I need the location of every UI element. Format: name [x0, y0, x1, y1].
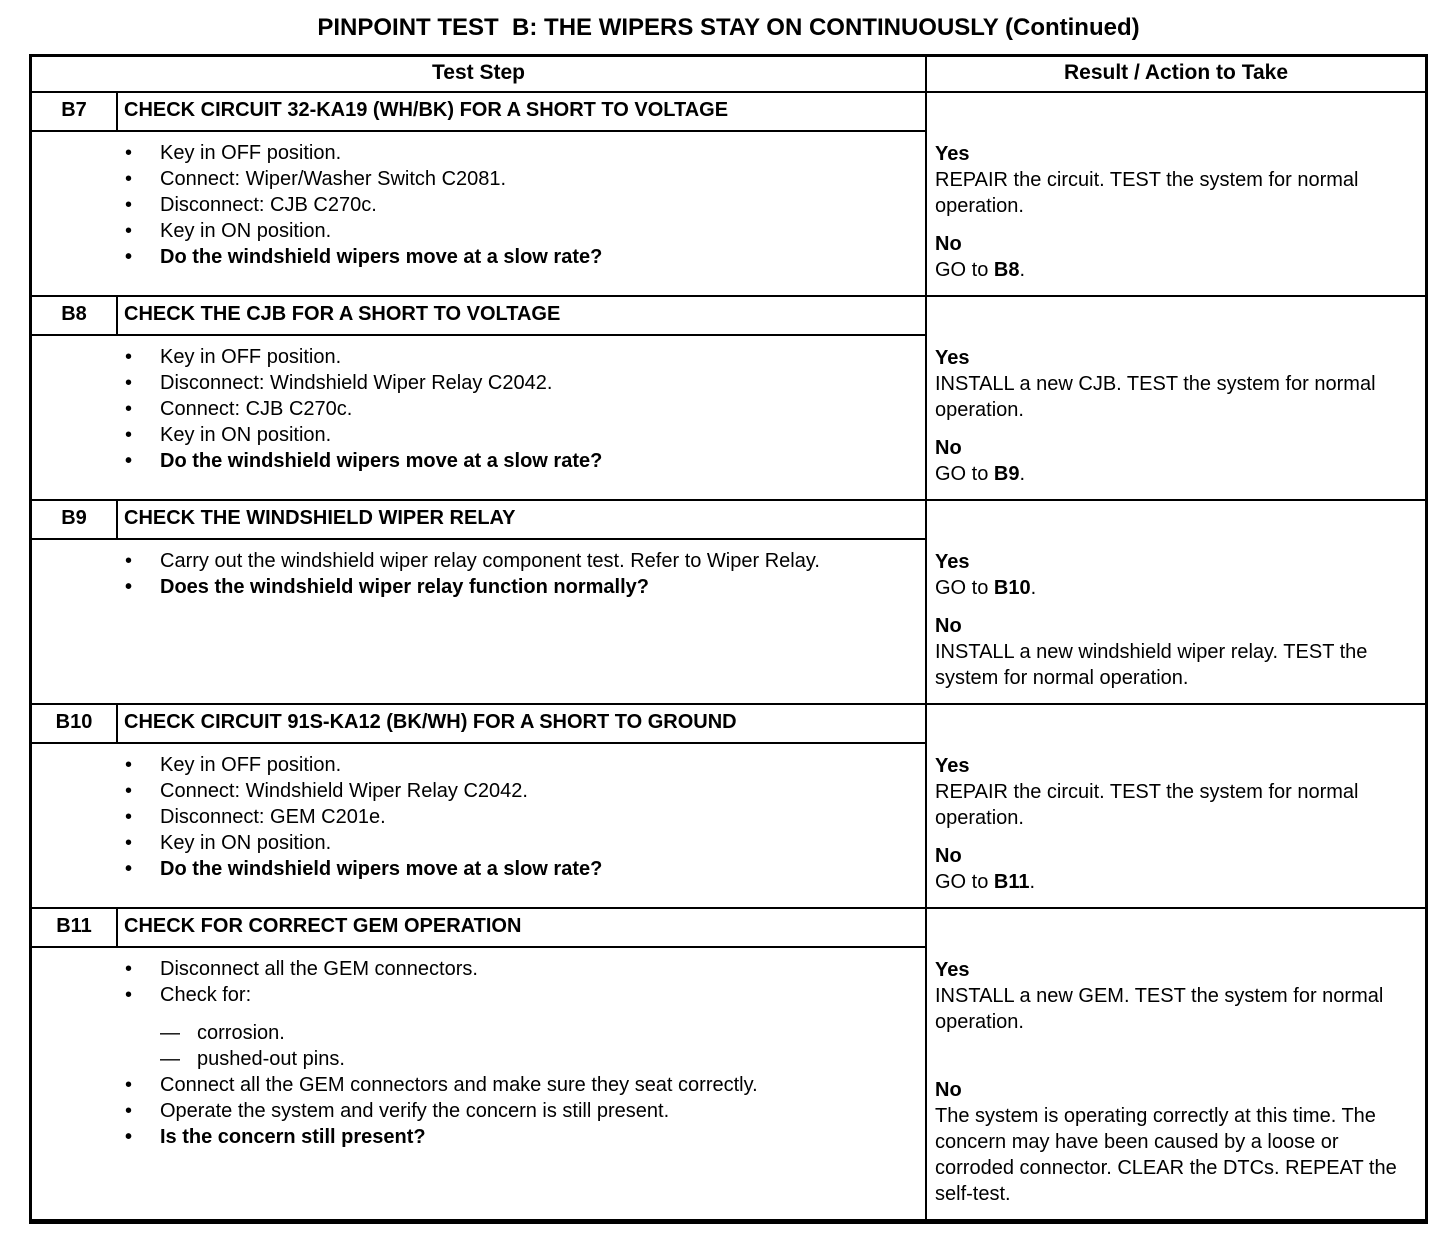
result-label: No [935, 233, 962, 255]
result-text [935, 575, 1417, 601]
test-title: CHECK FOR CORRECT GEM OPERATION [118, 909, 927, 948]
test-step-item: • Is the concern still present? [160, 1124, 913, 1150]
page-title: PINPOINT TEST B: THE WIPERS STAY ON CONTINUOUSLY (Continued) [317, 14, 1140, 41]
test-steps-cell [32, 948, 927, 1221]
result-text [935, 257, 1417, 283]
result-label: No [935, 437, 962, 459]
result-text-segment: GO to [935, 577, 994, 599]
test-steps-row [32, 540, 1425, 705]
result-cell [927, 336, 1425, 501]
test-step-item: • Does the windshield wiper relay function normally? [160, 574, 913, 600]
test-step-item: • Do the windshield wipers move at a slow rate? [160, 856, 913, 882]
result-text-segment: INSTALL a new windshield wiper relay. TEST the system for normal operation. [935, 641, 1368, 689]
test-step-item: — corrosion. [160, 1020, 913, 1046]
result-text [935, 371, 1417, 423]
test-id: B11 [32, 909, 118, 948]
test-step-item: • Key in ON position. [160, 422, 913, 448]
test-step-item: • Disconnect all the GEM connectors. [160, 956, 913, 982]
test-steps-list [32, 344, 913, 474]
test-step-item: • Do the windshield wipers move at a slow rate? [160, 244, 913, 270]
result-text [935, 639, 1417, 691]
result-text-segment: INSTALL a new GEM. TEST the system for normal operation. [935, 985, 1384, 1033]
result-text-segment: INSTALL a new CJB. TEST the system for normal operation. [935, 373, 1376, 421]
result-cell [927, 540, 1425, 705]
result-text-segment: GO to [935, 871, 994, 893]
test-steps-list [32, 752, 913, 882]
test-steps-cell [32, 744, 927, 909]
test-title: CHECK THE WINDSHIELD WIPER RELAY [118, 501, 927, 540]
test-title-row [32, 705, 1425, 744]
result-text-segment: GO to [935, 463, 994, 485]
test-steps-cell [32, 540, 927, 705]
test-title-row [32, 297, 1425, 336]
result-label: Yes [935, 551, 970, 573]
result-cell [927, 744, 1425, 909]
test-step-item: • Carry out the windshield wiper relay component test. Refer to Wiper Relay. [160, 548, 913, 574]
result-text-segment: . [1029, 871, 1036, 893]
result-label: Yes [935, 143, 970, 165]
test-step-item: • Connect: Wiper/Washer Switch C2081. [160, 166, 913, 192]
test-step-item: • Disconnect: Windshield Wiper Relay C2042. [160, 370, 913, 396]
test-step-item: • Disconnect: GEM C201e. [160, 804, 913, 830]
result-text [935, 779, 1417, 831]
test-steps-row [32, 132, 1425, 297]
result-text-segment: B11 [993, 871, 1030, 893]
test-step-item: • Disconnect: CJB C270c. [160, 192, 913, 218]
result-label: Yes [935, 755, 970, 777]
test-steps-row [32, 744, 1425, 909]
result-text-segment: . [1019, 259, 1026, 281]
test-step-item: • Key in ON position. [160, 218, 913, 244]
result-label: No [935, 615, 962, 637]
result-label: Yes [935, 347, 970, 369]
result-text-segment: REPAIR the circuit. TEST the system for normal operation. [935, 169, 1359, 217]
result-text-segment: . [1030, 577, 1037, 599]
result-cell [927, 132, 1425, 297]
result-text [935, 869, 1417, 895]
table-header-row [32, 57, 1425, 93]
test-step-item: • Connect all the GEM connectors and make sure they seat correctly. [160, 1072, 913, 1098]
test-id: B7 [32, 93, 118, 132]
result-spacer-cell [927, 297, 1425, 336]
result-label: Yes [935, 959, 970, 981]
test-step-item: — pushed-out pins. [160, 1046, 913, 1072]
test-steps-list [32, 548, 913, 600]
test-steps-row [32, 336, 1425, 501]
result-text [935, 461, 1417, 487]
pinpoint-table-body [32, 93, 1425, 1221]
column-header-result-action: Result / Action to Take [927, 57, 1425, 93]
result-text-segment: B9 [993, 463, 1020, 485]
result-text-segment: The system is operating correctly at this time. The concern may have been caused by a loose or corroded connector. CLEAR the DTCs. REPEAT the self-test. [935, 1105, 1397, 1205]
test-title-row [32, 501, 1425, 540]
result-label: No [935, 845, 962, 867]
result-text-segment: B10 [993, 577, 1031, 599]
column-header-test-step: Test Step [32, 57, 927, 93]
test-step-item: • Operate the system and verify the concern is still present. [160, 1098, 913, 1124]
result-text-segment: . [1019, 463, 1026, 485]
test-title: CHECK CIRCUIT 32-KA19 (WH/BK) FOR A SHORT TO VOLTAGE [118, 93, 927, 132]
result-text [935, 1103, 1417, 1207]
test-id: B9 [32, 501, 118, 540]
pinpoint-table [29, 54, 1428, 1224]
test-id: B8 [32, 297, 118, 336]
result-spacer-cell [927, 93, 1425, 132]
test-steps-list [32, 956, 913, 1150]
test-step-item: • Key in OFF position. [160, 140, 913, 166]
test-steps-row [32, 948, 1425, 1221]
result-label: No [935, 1079, 962, 1101]
test-title-row [32, 93, 1425, 132]
result-spacer-cell [927, 705, 1425, 744]
test-steps-cell [32, 132, 927, 297]
test-step-item: • Do the windshield wipers move at a slow rate? [160, 448, 913, 474]
test-steps-list [32, 140, 913, 270]
result-spacer-cell [927, 909, 1425, 948]
test-step-item: • Key in OFF position. [160, 752, 913, 778]
test-title: CHECK THE CJB FOR A SHORT TO VOLTAGE [118, 297, 927, 336]
test-title-row [32, 909, 1425, 948]
test-step-item: • Check for: [160, 982, 913, 1008]
test-id: B10 [32, 705, 118, 744]
result-text [935, 167, 1417, 219]
result-text-segment: B8 [993, 259, 1020, 281]
result-text-segment: GO to [935, 259, 994, 281]
result-cell [927, 948, 1425, 1221]
result-spacer-cell [927, 501, 1425, 540]
result-text [935, 983, 1417, 1035]
test-title: CHECK CIRCUIT 91S-KA12 (BK/WH) FOR A SHORT TO GROUND [118, 705, 927, 744]
test-step-item: • Connect: Windshield Wiper Relay C2042. [160, 778, 913, 804]
test-step-item: • Key in ON position. [160, 830, 913, 856]
test-steps-cell [32, 336, 927, 501]
test-step-item: • Key in OFF position. [160, 344, 913, 370]
result-text-segment: REPAIR the circuit. TEST the system for normal operation. [935, 781, 1359, 829]
test-step-item: • Connect: CJB C270c. [160, 396, 913, 422]
